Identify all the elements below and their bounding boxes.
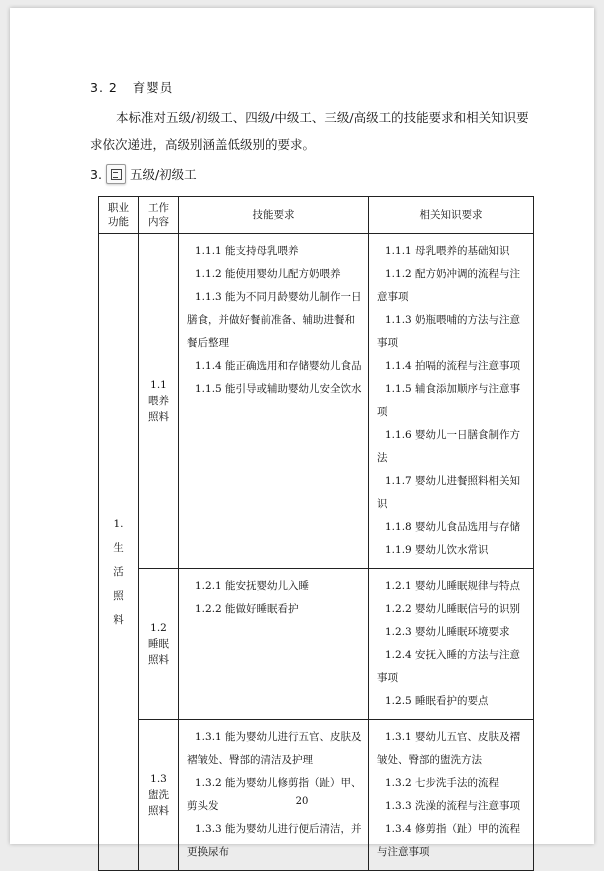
header-content [139, 197, 179, 234]
knowledge-item: 1.3.4 修剪指（趾）甲的流程与注意事项 [377, 823, 521, 858]
skill-item: 1.3.2 能为婴幼儿修剪指（趾）甲、剪头发 [187, 777, 362, 812]
skill-item: 1.2.1 能安抚婴幼儿入睡 [195, 580, 310, 592]
content-cell [139, 720, 179, 871]
skill-item: 1.3.3 能为婴幼儿进行便后清洁，并更换尿布 [187, 823, 362, 858]
content-label: 盥洗 [148, 789, 169, 801]
skill-item: 1.3.1 能为婴幼儿进行五官、皮肤及褶皱处、臀部的清洁及护理 [187, 731, 362, 766]
knowledge-item: 1.1.5 辅食添加顺序与注意事项 [377, 383, 521, 418]
skill-item: 1.2.2 能做好睡眠看护 [195, 603, 299, 615]
content-cell [139, 234, 179, 569]
header-function-line1: 职业 [108, 202, 129, 214]
function-char: 活 [113, 566, 124, 578]
knowledge-item: 1.2.3 婴幼儿睡眠环境要求 [385, 626, 510, 638]
document-page [10, 8, 594, 858]
section-number: 3. 2 [90, 80, 118, 95]
knowledge-item: 1.2.4 安抚入睡的方法与注意事项 [377, 649, 521, 684]
skill-item: 1.1.5 能引导或辅助婴幼儿安全饮水 [195, 383, 362, 395]
table-row [99, 569, 534, 720]
content-number: 1.1 [150, 379, 167, 391]
intro-paragraph: 本标准对五级/初级工、四级/中级工、三级/高级工的技能要求和相关知识要求依次递进，高级别涵盖低级别的要求。 [90, 110, 529, 152]
section-heading [90, 78, 173, 96]
function-cell [99, 234, 139, 871]
section-title: 育婴员 [132, 80, 174, 95]
knowledge-item: 1.1.1 母乳喂养的基础知识 [385, 245, 510, 257]
header-content-line2: 内容 [148, 216, 169, 228]
content-label: 睡眠 [148, 638, 169, 650]
skill-item: 1.1.2 能使用婴幼儿配方奶喂养 [195, 268, 341, 280]
skills-cell [179, 720, 369, 871]
skill-item: 1.1.4 能正确选用和存储婴幼儿食品 [195, 360, 362, 372]
header-function [99, 197, 139, 234]
content-number: 1.2 [150, 622, 167, 634]
knowledge-item: 1.2.2 婴幼儿睡眠信号的识别 [385, 603, 521, 615]
knowledge-item: 1.2.1 婴幼儿睡眠规律与特点 [385, 580, 521, 592]
knowledge-item: 1.2.5 睡眠看护的要点 [385, 695, 489, 707]
header-knowledge: 相关知识要求 [369, 197, 534, 234]
function-char: 生 [113, 542, 124, 554]
knowledge-cell [369, 569, 534, 720]
knowledge-item: 1.3.2 七步洗手法的流程 [385, 777, 500, 789]
knowledge-item: 1.1.8 婴幼儿食品选用与存储 [385, 521, 521, 533]
knowledge-item: 1.1.4 拍嗝的流程与注意事项 [385, 360, 521, 372]
page-number: 20 [295, 796, 309, 807]
header-skills: 技能要求 [179, 197, 369, 234]
skills-cell [179, 569, 369, 720]
skill-item: 1.1.1 能支持母乳喂养 [195, 245, 299, 257]
subsection-number: 3. [90, 166, 102, 182]
knowledge-cell [369, 720, 534, 871]
knowledge-item: 1.1.9 婴幼儿饮水常识 [385, 544, 489, 556]
content-label: 照料 [148, 805, 169, 817]
knowledge-item: 1.1.3 奶瓶喂哺的方法与注意事项 [377, 314, 521, 349]
knowledge-cell [369, 234, 534, 569]
header-content-line1: 工作 [148, 202, 169, 214]
content-label: 照料 [148, 654, 169, 666]
content-label: 照料 [148, 411, 169, 423]
knowledge-item: 1.1.6 婴幼儿一日膳食制作方法 [377, 429, 521, 464]
skills-table [98, 196, 534, 871]
content-label: 喂养 [148, 395, 169, 407]
subsection-heading [90, 164, 197, 184]
function-number: 1. [113, 518, 124, 530]
content-number: 1.3 [150, 773, 167, 785]
document-icon[interactable] [106, 164, 126, 184]
skills-cell [179, 234, 369, 569]
table-header-row [99, 197, 534, 234]
function-char: 料 [113, 614, 124, 626]
skill-item: 1.1.3 能为不同月龄婴幼儿制作一日膳食，并做好餐前准备、辅助进餐和餐后整理 [187, 291, 362, 349]
knowledge-item: 1.3.1 婴幼儿五官、皮肤及褶皱处、臀部的盥洗方法 [377, 731, 521, 766]
content-cell [139, 569, 179, 720]
knowledge-item: 1.1.7 婴幼儿进餐照料相关知识 [377, 475, 521, 510]
header-function-line2: 功能 [108, 216, 129, 228]
knowledge-item: 1.1.2 配方奶冲调的流程与注意事项 [377, 268, 521, 303]
subsection-title: 五级/初级工 [129, 167, 197, 182]
table-row [99, 720, 534, 871]
function-char: 照 [113, 590, 124, 602]
knowledge-item: 1.3.3 洗澡的流程与注意事项 [385, 800, 521, 812]
table-row [99, 234, 534, 569]
